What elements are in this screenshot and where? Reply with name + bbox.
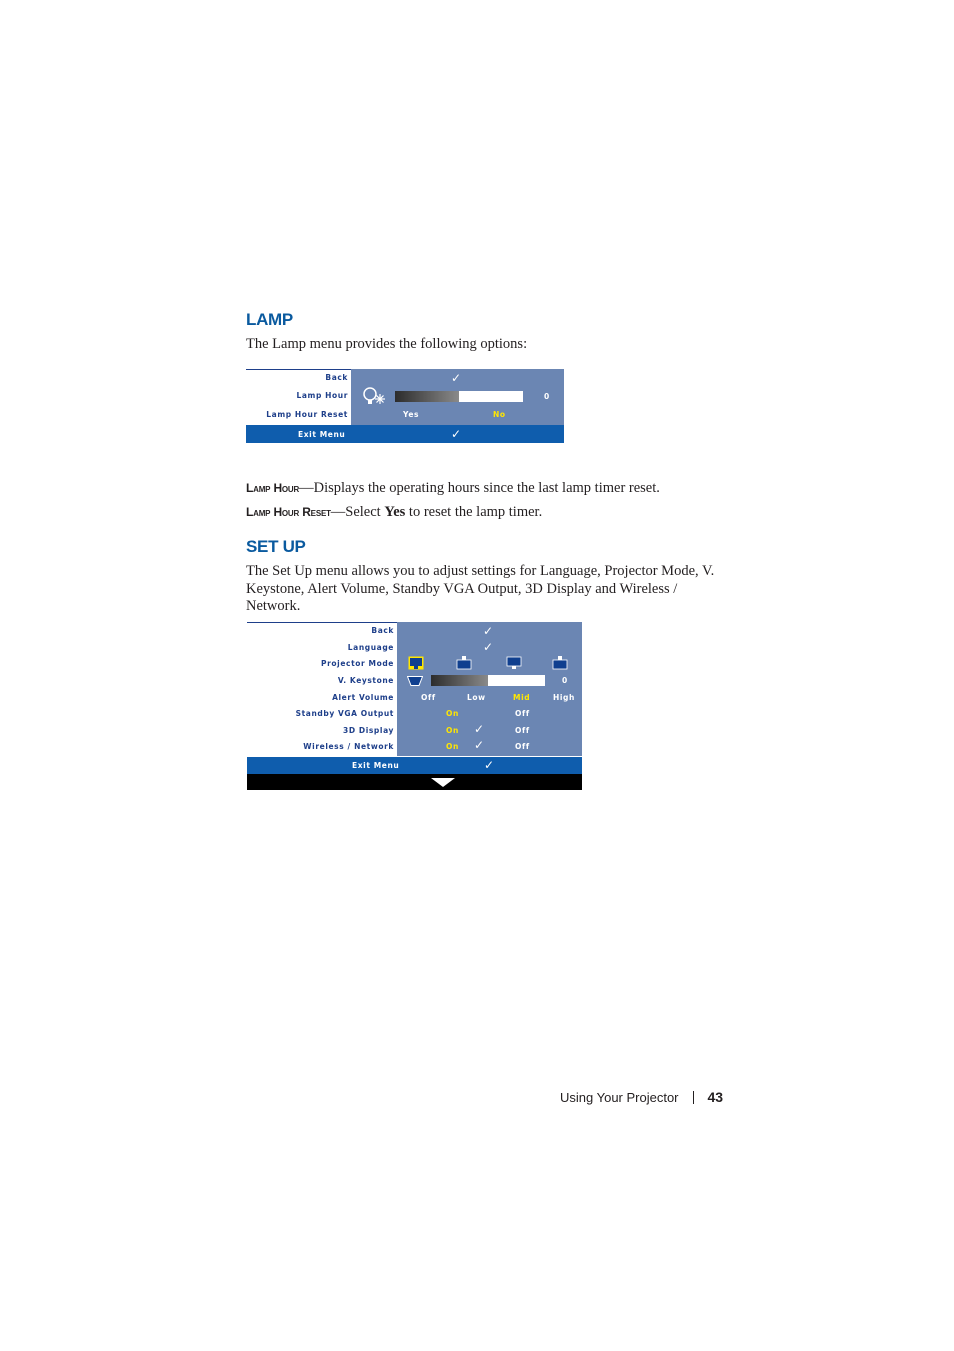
lamp-hour-term: Lamp Hour (246, 481, 300, 495)
3d-display-check-icon[interactable]: ✓ (474, 722, 485, 736)
setup-exit-menu-bar[interactable] (247, 757, 582, 774)
lamp-menu-labels (246, 369, 351, 425)
menu-item-v-keystone[interactable]: V. Keystone (337, 676, 394, 685)
reset-desc-post: to reset the lamp timer. (405, 504, 543, 520)
setup-osd-menu (247, 622, 582, 790)
front-ceiling-projection-icon[interactable] (456, 656, 472, 670)
3d-display-on[interactable]: On (446, 726, 459, 735)
v-keystone-slider[interactable] (431, 675, 545, 686)
standby-vga-on[interactable]: On (446, 709, 459, 718)
alert-volume-low[interactable]: Low (467, 693, 486, 702)
alert-volume-off[interactable]: Off (421, 693, 436, 702)
scroll-more-bar[interactable] (247, 774, 582, 790)
lamp-hour-description (246, 480, 716, 498)
setup-menu-labels (247, 622, 397, 756)
lamp-exit-menu-bar[interactable] (246, 425, 564, 443)
menu-item-alert-volume[interactable]: Alert Volume (332, 693, 394, 702)
lamp-hour-desc-text: —Displays the operating hours since the last lamp timer reset. (299, 480, 660, 496)
lamp-hour-value: 0 (544, 392, 550, 401)
wireless-on[interactable]: On (446, 742, 459, 751)
lamp-icon (361, 386, 385, 406)
menu-top-rule (246, 369, 351, 370)
menu-item-lamp-hour[interactable]: Lamp Hour (296, 391, 348, 400)
menu-top-rule (247, 622, 397, 623)
v-keystone-value: 0 (562, 676, 568, 685)
reset-option-no[interactable]: No (493, 410, 506, 419)
exit-menu-label[interactable]: Exit Menu (298, 430, 346, 439)
language-check-icon[interactable]: ✓ (483, 640, 494, 654)
menu-item-back[interactable]: Back (371, 626, 394, 635)
wireless-off[interactable]: Off (515, 742, 530, 751)
menu-item-back[interactable]: Back (325, 373, 348, 382)
lamp-hour-reset-description (246, 504, 716, 522)
exit-check-icon[interactable]: ✓ (484, 758, 495, 772)
alert-volume-mid[interactable]: Mid (513, 693, 531, 702)
menu-item-3d-display[interactable]: 3D Display (343, 726, 394, 735)
standby-vga-off[interactable]: Off (515, 709, 530, 718)
reset-desc-pre: —Select (330, 504, 385, 520)
lamp-menu-panel (351, 369, 564, 425)
wireless-check-icon[interactable]: ✓ (474, 738, 485, 752)
footer-section-title: Using Your Projector (560, 1090, 679, 1105)
front-projection-icon[interactable] (408, 656, 424, 670)
back-check-icon[interactable]: ✓ (483, 624, 494, 638)
lamp-hour-progress-fill (395, 391, 459, 402)
exit-check-icon[interactable]: ✓ (451, 427, 462, 441)
exit-menu-label[interactable]: Exit Menu (352, 761, 400, 770)
keystone-icon (407, 676, 423, 686)
menu-item-projector-mode[interactable]: Projector Mode (321, 659, 394, 668)
page-number: 43 (707, 1089, 724, 1105)
lamp-osd-menu (246, 369, 564, 443)
back-check-icon[interactable]: ✓ (451, 371, 462, 385)
setup-heading: SET UP (246, 537, 306, 556)
page-footer (560, 1089, 723, 1105)
menu-item-language[interactable]: Language (347, 643, 394, 652)
scroll-down-arrow-icon[interactable] (431, 778, 455, 787)
menu-item-lamp-hour-reset[interactable]: Lamp Hour Reset (266, 410, 348, 419)
reset-option-yes[interactable]: Yes (403, 410, 420, 419)
lamp-hour-reset-term: Lamp Hour Reset (246, 505, 331, 519)
reset-desc-yes: Yes (384, 504, 406, 520)
alert-volume-high[interactable]: High (553, 693, 575, 702)
lamp-hour-progress-bar (395, 391, 523, 402)
rear-projection-icon[interactable] (506, 656, 522, 670)
setup-intro: The Set Up menu allows you to adjust settings for Language, Projector Mode, V. Keystone, Alert Volume, Standby VGA Output, 3D Display and Wireless / Network. (246, 563, 715, 614)
setup-menu-panel (397, 622, 582, 756)
menu-item-wireless-network[interactable]: Wireless / Network (303, 742, 394, 751)
rear-ceiling-projection-icon[interactable] (552, 656, 568, 670)
footer-separator (693, 1091, 694, 1104)
lamp-heading: LAMP (246, 310, 293, 329)
3d-display-off[interactable]: Off (515, 726, 530, 735)
menu-item-standby-vga[interactable]: Standby VGA Output (295, 709, 394, 718)
lamp-intro: The Lamp menu provides the following options: (246, 336, 528, 352)
v-keystone-slider-fill (431, 675, 488, 686)
